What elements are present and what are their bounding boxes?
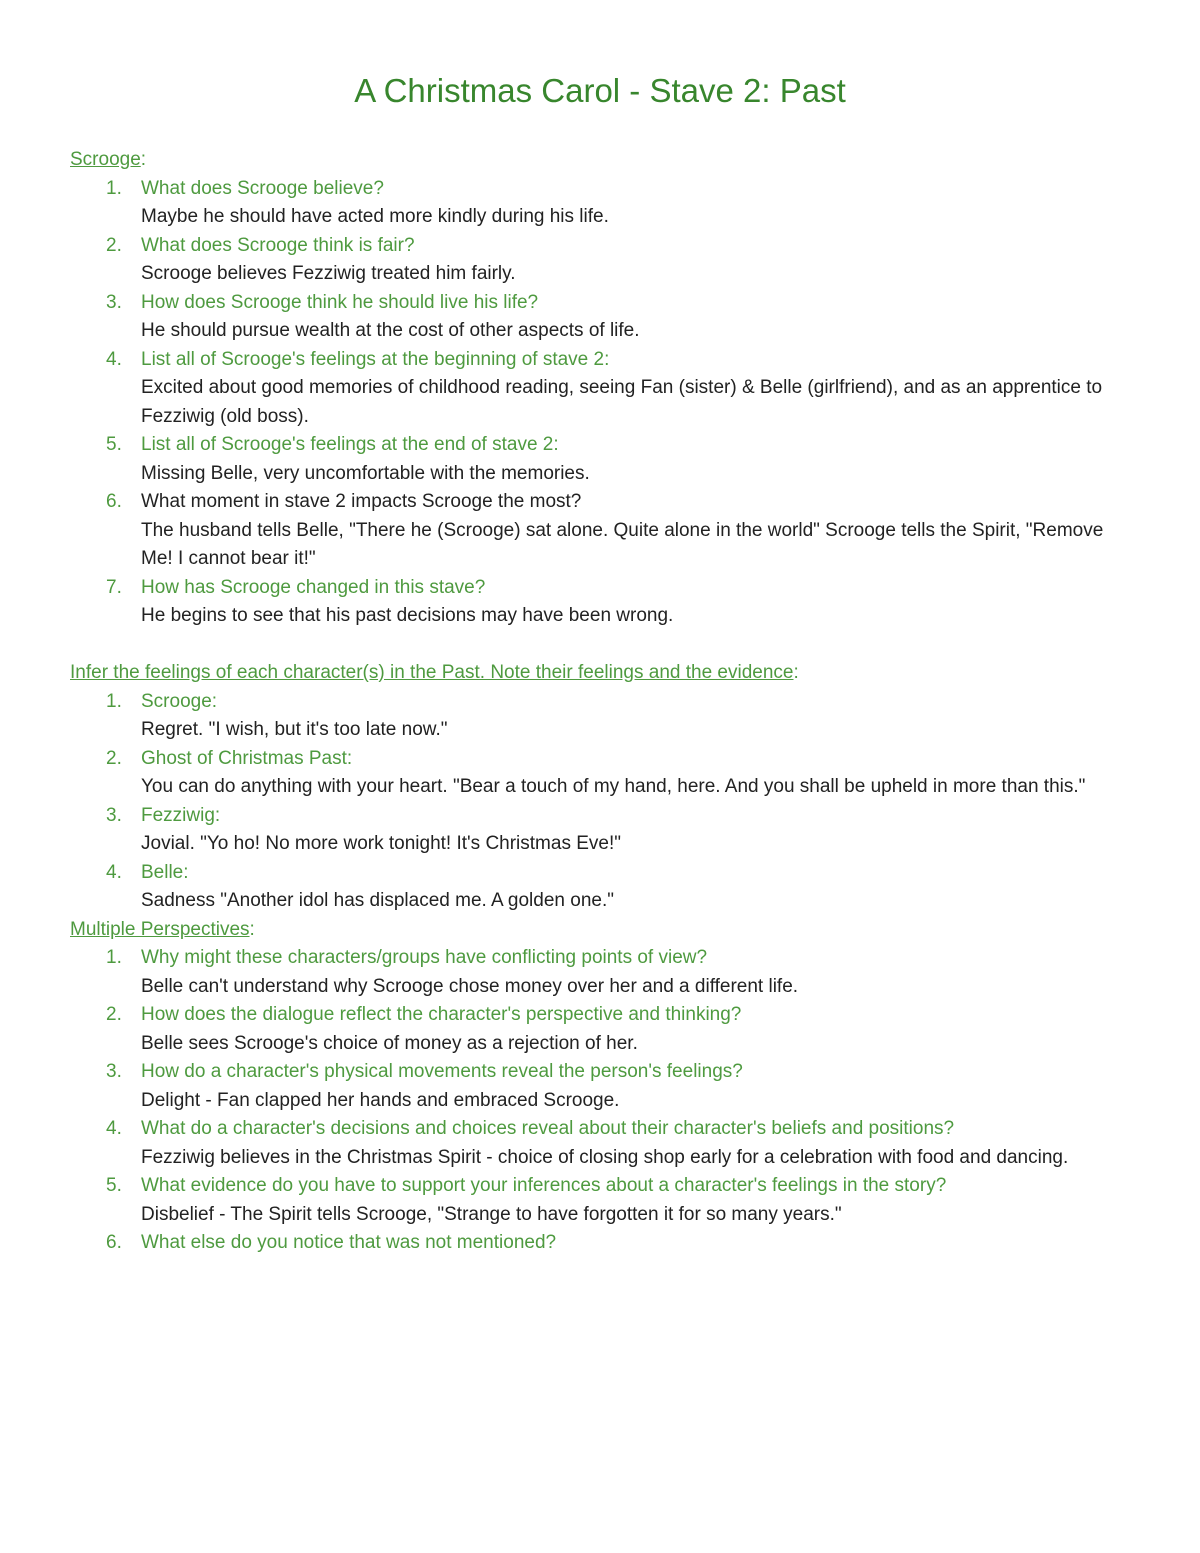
section-scrooge	[70, 146, 1140, 631]
list-item	[70, 574, 1140, 631]
list-item	[70, 488, 1140, 574]
section-heading-suffix: :	[793, 662, 799, 683]
answer-text: Maybe he should have acted more kindly during his life.	[141, 206, 609, 227]
question-text: Scrooge:	[141, 690, 218, 712]
answer-text: Fezziwig believes in the Christmas Spirit - choice of closing shop early for a celebration with food and dancing.	[141, 1146, 1069, 1168]
section-heading	[70, 146, 1140, 175]
item-number: 3.	[106, 1061, 122, 1082]
list-item	[70, 1001, 1140, 1058]
question-text: Belle:	[141, 861, 189, 883]
item-number: 5.	[106, 1175, 122, 1196]
answer-text: Excited about good memories of childhood reading, seeing Fan (sister) & Belle (girlfriend), and as an apprentice to Fezziwig (old boss).	[141, 377, 1103, 427]
section-heading-suffix: :	[249, 918, 255, 940]
answer-text: Sadness "Another idol has displaced me. A golden one."	[141, 890, 614, 911]
answer-text: Jovial. "Yo ho! No more work tonight! It's Christmas Eve!"	[141, 833, 621, 854]
item-number: 2.	[106, 234, 122, 256]
item-number: 6.	[106, 491, 122, 512]
item-number: 6.	[106, 1232, 122, 1253]
answer-text: Scrooge believes Fezziwig treated him fairly.	[141, 263, 516, 284]
page-title: A Christmas Carol - Stave 2: Past	[354, 72, 846, 109]
list-item	[70, 346, 1140, 432]
document-body	[70, 146, 1140, 1258]
question-text: What does Scrooge believe?	[141, 177, 384, 199]
question-list	[70, 175, 1140, 631]
list-item	[70, 431, 1140, 488]
question-text: What does Scrooge think is fair?	[141, 234, 415, 256]
answer-text: Delight - Fan clapped her hands and embraced Scrooge.	[141, 1089, 620, 1111]
question-text: Ghost of Christmas Past:	[141, 747, 353, 769]
answer-text: You can do anything with your heart. "Bear a touch of my hand, here. And you shall be upheld in more than this."	[141, 776, 1086, 797]
section-heading	[70, 659, 1140, 688]
item-number: 2.	[106, 1004, 122, 1025]
answer-text: Missing Belle, very uncomfortable with the memories.	[141, 462, 590, 484]
answer-text: Belle sees Scrooge's choice of money as a rejection of her.	[141, 1032, 638, 1054]
list-item	[70, 944, 1140, 1001]
answer-text: The husband tells Belle, "There he (Scrooge) sat alone. Quite alone in the world" Scrooge tells the Spirit, "Remove Me! I cannot bear it!"	[141, 519, 1104, 569]
spacer	[70, 631, 1140, 660]
list-item	[70, 745, 1140, 802]
list-item	[70, 1172, 1140, 1229]
item-number: 4.	[106, 861, 122, 883]
question-text: Fezziwig:	[141, 804, 221, 826]
item-number: 5.	[106, 434, 122, 455]
question-text: What moment in stave 2 impacts Scrooge the most?	[141, 491, 582, 512]
item-number: 3.	[106, 291, 122, 313]
question-text: How does the dialogue reflect the character's perspective and thinking?	[141, 1004, 742, 1025]
question-text: How has Scrooge changed in this stave?	[141, 576, 486, 598]
answer-text: Belle can't understand why Scrooge chose money over her and a different life.	[141, 975, 799, 997]
item-number: 1.	[106, 690, 122, 712]
question-text: What evidence do you have to support your inferences about a character's feelings in the story?	[141, 1175, 947, 1196]
question-text: How does Scrooge think he should live his life?	[141, 291, 539, 313]
question-list	[70, 688, 1140, 916]
question-list	[70, 944, 1140, 1258]
answer-text: He begins to see that his past decisions may have been wrong.	[141, 605, 674, 626]
list-item	[70, 859, 1140, 916]
list-item	[70, 1229, 1140, 1258]
item-number: 3.	[106, 804, 122, 826]
list-item	[70, 802, 1140, 859]
section-heading-suffix: :	[140, 149, 147, 170]
section-heading-text: Infer the feelings of each character(s) in the Past. Note their feelings and the evidence	[70, 662, 794, 683]
section-heading-text: Scrooge	[70, 149, 141, 170]
answer-text: He should pursue wealth at the cost of other aspects of life.	[141, 320, 640, 341]
item-number: 4.	[106, 348, 122, 370]
item-number: 2.	[106, 747, 122, 769]
list-item	[70, 289, 1140, 346]
item-number: 1.	[106, 947, 122, 968]
list-item	[70, 232, 1140, 289]
section-heading	[70, 916, 1140, 945]
item-number: 7.	[106, 576, 122, 598]
list-item	[70, 1115, 1140, 1172]
list-item	[70, 1058, 1140, 1115]
list-item	[70, 688, 1140, 745]
question-text: What else do you notice that was not mentioned?	[141, 1232, 557, 1253]
question-text: List all of Scrooge's feelings at the end of stave 2:	[141, 434, 559, 455]
question-text: What do a character's decisions and choices reveal about their character's beliefs and positions?	[141, 1118, 955, 1139]
item-number: 1.	[106, 177, 122, 199]
answer-text: Regret. "I wish, but it's too late now."	[141, 719, 448, 740]
question-text: List all of Scrooge's feelings at the beginning of stave 2:	[141, 348, 610, 370]
list-item	[70, 175, 1140, 232]
section-heading-text: Multiple Perspectives	[70, 918, 250, 940]
question-text: How do a character's physical movements reveal the person's feelings?	[141, 1061, 743, 1082]
section-multiple-perspectives	[70, 916, 1140, 1258]
answer-text: Disbelief - The Spirit tells Scrooge, "Strange to have forgotten it for so many years."	[141, 1203, 842, 1225]
item-number: 4.	[106, 1118, 122, 1139]
question-text: Why might these characters/groups have conflicting points of view?	[141, 947, 708, 968]
section-infer-feelings	[70, 659, 1140, 916]
